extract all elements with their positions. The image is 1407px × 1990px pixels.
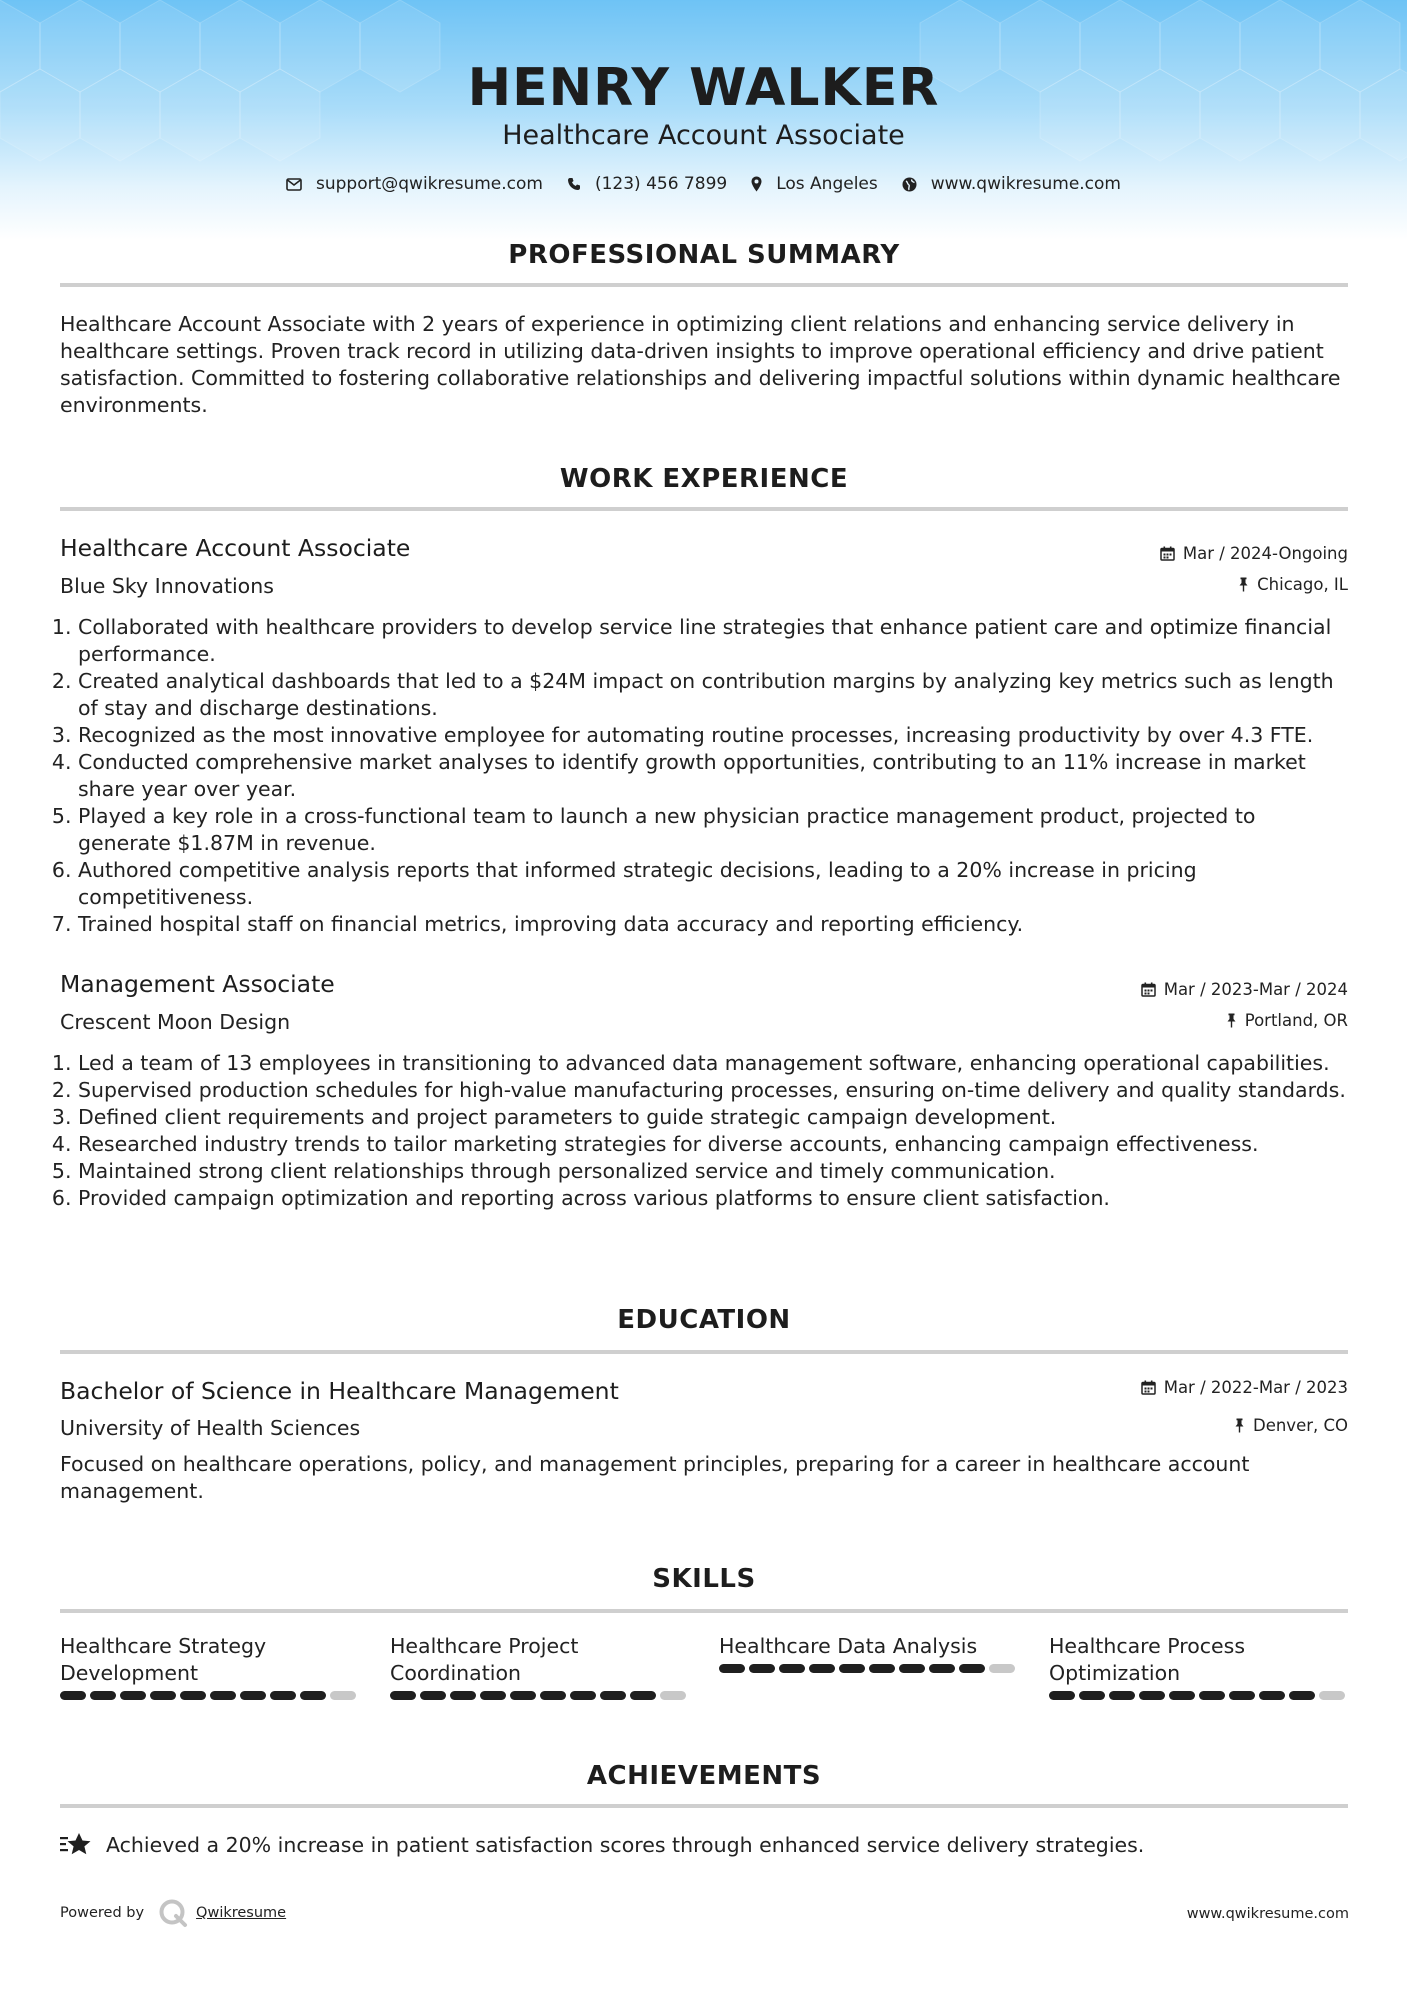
skill-level-segment-empty <box>330 1691 356 1700</box>
skill-level-segment-filled <box>1229 1691 1255 1700</box>
job-location <box>1238 575 1348 594</box>
skill-level-segment-filled <box>1049 1691 1075 1700</box>
skill-level-segment-filled <box>899 1664 925 1673</box>
list-item: 4. Researched industry trends to tailor marketing strategies for diverse accounts, enhancing campaign effectiveness. <box>78 1131 1350 1158</box>
list-item: 1. Led a team of 13 employees in transitioning to advanced data management software, enhancing operational capabilities. <box>78 1050 1350 1077</box>
calendar-icon <box>1160 546 1175 561</box>
skill-level-segment-filled <box>480 1691 506 1700</box>
education-dates <box>1141 1378 1348 1397</box>
list-item: 2. Created analytical dashboards that led to a $24M impact on contribution margins by analyzing key metrics such as length of stay and discharge destinations. <box>78 668 1350 722</box>
skill-level-segment-empty <box>660 1691 686 1700</box>
list-item: 7. Trained hospital staff on financial metrics, improving data accuracy and reporting efficiency. <box>78 911 1350 938</box>
skill-level-segment-filled <box>600 1691 626 1700</box>
skill-level-segment-filled <box>510 1691 536 1700</box>
globe-icon <box>902 177 917 192</box>
education-location <box>1234 1416 1348 1435</box>
job-location-text: Chicago, IL <box>1257 575 1348 594</box>
skill-level-segment-filled <box>809 1664 835 1673</box>
degree-title: Bachelor of Science in Healthcare Management <box>60 1377 619 1405</box>
list-item: 6. Provided campaign optimization and reporting across various platforms to ensure client satisfaction. <box>78 1185 1350 1212</box>
skill-item <box>1049 1633 1349 1700</box>
skill-level-segment-filled <box>180 1691 206 1700</box>
calendar-icon <box>1141 1380 1156 1395</box>
skill-level-bar <box>60 1691 360 1700</box>
phone-icon <box>567 177 581 191</box>
skill-level-segment-filled <box>60 1691 86 1700</box>
education-description: Focused on healthcare operations, policy, and management principles, preparing for a career in healthcare account management. <box>60 1452 1250 1503</box>
skill-item <box>390 1633 690 1700</box>
job-title: Management Associate <box>60 970 335 998</box>
section-divider <box>60 1350 1348 1354</box>
skill-level-segment-filled <box>120 1691 146 1700</box>
contact-location-text: Los Angeles <box>776 174 878 194</box>
envelope-icon <box>286 178 302 191</box>
section-title-skills: SKILLS <box>652 1564 756 1594</box>
list-item: 1. Collaborated with healthcare providers to develop service line strategies that enhance patient care and optimize financial performance. <box>78 614 1350 668</box>
list-item: 5. Played a key role in a cross-functional team to launch a new physician practice management product, projected to generate $1.87M in revenue. <box>78 803 1350 857</box>
section-divider <box>60 1609 1348 1613</box>
resume-header <box>0 0 1407 240</box>
map-pin-icon <box>751 176 762 192</box>
skill-name: Healthcare Process Optimization <box>1049 1634 1246 1685</box>
job-responsibilities <box>60 614 1350 938</box>
skill-level-bar <box>1049 1691 1349 1700</box>
list-item: 6. Authored competitive analysis reports that informed strategic decisions, leading to a 20% increase in pricing competitiveness. <box>78 857 1350 911</box>
education-dates-text: Mar / 2022-Mar / 2023 <box>1163 1378 1348 1397</box>
job-responsibilities <box>60 1050 1350 1212</box>
list-item: 5. Maintained strong client relationships through personalized service and timely communication. <box>78 1158 1350 1185</box>
contact-bar <box>0 174 1407 194</box>
company-name: Crescent Moon Design <box>60 1010 291 1034</box>
skill-level-bar <box>719 1664 1019 1673</box>
skill-level-segment-filled <box>869 1664 895 1673</box>
skill-name: Healthcare Data Analysis <box>719 1634 978 1658</box>
skill-level-segment-filled <box>1289 1691 1315 1700</box>
section-divider <box>60 1804 1348 1808</box>
skill-level-bar <box>390 1691 690 1700</box>
job-dates <box>1160 544 1348 563</box>
footer-website[interactable]: www.qwikresume.com <box>1186 1906 1349 1922</box>
section-title-experience: WORK EXPERIENCE <box>559 464 849 494</box>
skill-name: Healthcare Project Coordination <box>390 1634 579 1685</box>
pushpin-icon <box>1226 1013 1237 1028</box>
section-title-summary: PROFESSIONAL SUMMARY <box>508 240 900 270</box>
contact-phone-text: (123) 456 7899 <box>594 174 728 194</box>
skill-level-segment-empty <box>989 1664 1015 1673</box>
contact-website[interactable] <box>902 174 1121 194</box>
contact-phone[interactable] <box>567 174 727 194</box>
skill-level-segment-filled <box>1169 1691 1195 1700</box>
skill-level-segment-filled <box>779 1664 805 1673</box>
school-name: University of Health Sciences <box>60 1416 361 1440</box>
footer-powered-by <box>60 1898 286 1928</box>
skill-level-segment-filled <box>390 1691 416 1700</box>
skill-level-segment-filled <box>240 1691 266 1700</box>
skill-level-segment-filled <box>1139 1691 1165 1700</box>
achievement-item <box>60 1832 1144 1858</box>
skill-item <box>60 1633 360 1700</box>
job-title: Healthcare Account Associate <box>60 534 411 562</box>
contact-email[interactable] <box>286 174 543 194</box>
skill-level-segment-filled <box>1259 1691 1285 1700</box>
skill-level-segment-filled <box>450 1691 476 1700</box>
summary-text: Healthcare Account Associate with 2 years of experience in optimizing client relations and enhancing service delivery in healthcare settings. Proven track record in utilizing data-driven insights to improve operational efficiency and drive patient satisfaction. Committed to fostering collaborative relationships and delivering impactful solutions within dynamic healthcare environments. <box>60 312 1341 417</box>
job-dates-text: Mar / 2024-Ongoing <box>1182 544 1348 563</box>
skill-level-segment-filled <box>270 1691 296 1700</box>
skill-level-segment-filled <box>300 1691 326 1700</box>
skill-level-segment-filled <box>839 1664 865 1673</box>
brand-link[interactable]: Qwikresume <box>196 1905 287 1921</box>
skill-level-segment-filled <box>1079 1691 1105 1700</box>
section-title-achievements: ACHIEVEMENTS <box>586 1761 822 1791</box>
skill-level-segment-filled <box>749 1664 775 1673</box>
section-divider <box>60 283 1348 287</box>
star-award-icon <box>60 1832 92 1858</box>
powered-by-label: Powered by <box>60 1905 145 1921</box>
company-name: Blue Sky Innovations <box>60 574 274 598</box>
contact-email-text: support@qwikresume.com <box>316 174 543 194</box>
skill-level-segment-filled <box>719 1664 745 1673</box>
job-dates-text: Mar / 2023-Mar / 2024 <box>1163 980 1348 999</box>
skill-level-segment-filled <box>929 1664 955 1673</box>
job-dates <box>1141 980 1348 999</box>
list-item: 3. Defined client requirements and project parameters to guide strategic campaign development. <box>78 1104 1350 1131</box>
achievement-text: Achieved a 20% increase in patient satisfaction scores through enhanced service delivery strategies. <box>106 1833 1145 1857</box>
skill-level-segment-filled <box>1199 1691 1225 1700</box>
skill-level-segment-filled <box>420 1691 446 1700</box>
job-location <box>1226 1011 1348 1030</box>
pushpin-icon <box>1238 577 1249 592</box>
skill-item <box>719 1633 1019 1673</box>
list-item: 2. Supervised production schedules for high-value manufacturing processes, ensuring on-time delivery and quality standards. <box>78 1077 1350 1104</box>
calendar-icon <box>1141 982 1156 997</box>
candidate-role: Healthcare Account Associate <box>502 120 905 151</box>
education-location-text: Denver, CO <box>1252 1416 1348 1435</box>
contact-website-text: www.qwikresume.com <box>930 174 1121 194</box>
skill-level-segment-filled <box>1109 1691 1135 1700</box>
qwikresume-logo-icon <box>158 1898 188 1928</box>
skill-level-segment-filled <box>210 1691 236 1700</box>
skill-level-segment-empty <box>1319 1691 1345 1700</box>
skill-level-segment-filled <box>150 1691 176 1700</box>
candidate-name: HENRY WALKER <box>467 58 940 118</box>
skill-level-segment-filled <box>540 1691 566 1700</box>
skill-level-segment-filled <box>570 1691 596 1700</box>
pushpin-icon <box>1234 1418 1245 1433</box>
list-item: 3. Recognized as the most innovative employee for automating routine processes, increasing productivity by over 4.3 FTE. <box>78 722 1350 749</box>
contact-location <box>751 174 878 194</box>
section-divider <box>60 507 1348 511</box>
skill-level-segment-filled <box>630 1691 656 1700</box>
skill-level-segment-filled <box>959 1664 985 1673</box>
skill-name: Healthcare Strategy Development <box>60 1634 267 1685</box>
skill-level-segment-filled <box>90 1691 116 1700</box>
list-item: 4. Conducted comprehensive market analyses to identify growth opportunities, contributing to an 11% increase in market share year over year. <box>78 749 1350 803</box>
job-location-text: Portland, OR <box>1244 1011 1348 1030</box>
section-title-education: EDUCATION <box>617 1305 791 1335</box>
